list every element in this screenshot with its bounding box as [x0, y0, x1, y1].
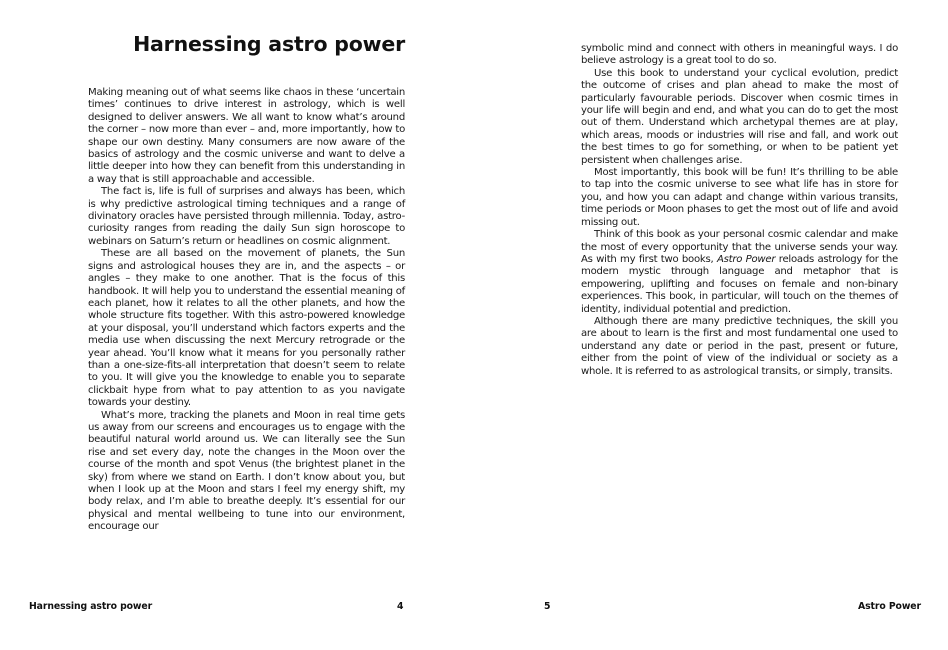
body-paragraph: These are all based on the movement of planets, the Sun signs and astrological houses they are in, and the aspects – or angles – they make to one another. That is the focus of this handbook. It will help you to understand the essential meaning of each planet, how it relates to all the other planets, and how the whole structure fits together. With this astro-powered knowledge at your disposal, you’ll understand which factors experts and the media use when discussing the next Mercury retrograde or the year ahead. You’ll know what it means for you personally rather than a one-size-fits-all interpretation that doesn’t seem to relate to you. It will give you the knowledge to enable you to separate clickbait hype from what to pay attention to as you navigate towards your destiny.	[88, 248, 405, 409]
chapter-title: Harnessing astro power	[133, 32, 405, 56]
right-body-text	[581, 43, 898, 378]
page-number: 4	[397, 601, 404, 612]
body-paragraph: Although there are many predictive techniques, the skill you are about to learn is the first and most fundamental one used to understand any date or period in the past, present or future, either from the point of view of the individual or society as a whole. It is referred to as astrological transits, or simply, transits.	[581, 315, 898, 377]
running-footer-title: Harnessing astro power	[29, 601, 153, 612]
body-paragraph: Use this book to understand your cyclical evolution, predict the outcome of crises and plan ahead to make the most of particularly favourable periods. Discover when cosmic times in your life will begin and end, and what you can do to get the most out of them. Understand which archetypal themes are at play, which areas, moods or industries will rise and fall, and work out the best times to go for something, or when to be patient yet persistent when challenges arise.	[581, 67, 898, 166]
body-paragraph: Most importantly, this book will be fun! It’s thrilling to be able to tap into the cosmic universe to see what life has in store for you, and how you can adapt and change within various transits, time periods or Moon phases to get the most out of life and avoid missing out.	[581, 167, 898, 228]
body-paragraph: What’s more, tracking the planets and Moon in real time gets us away from our screens and encourages us to engage with the beautiful natural world around us. We can literally see the Sun rise and set every day, note the changes in the Moon over the course of the month and spot Venus (the brightest planet in the sky) from where we stand on Earth. I don’t know about you, but when I look up at the Moon and stars I feel my energy shift, my body relax, and I’m able to breathe deeply. It’s essential for our physical and mental wellbeing to tune into our environment, encourage our	[88, 409, 405, 533]
body-paragraph	[581, 229, 898, 316]
right-page	[474, 0, 948, 650]
page-number: 5	[544, 601, 551, 612]
text-run: reloads astrology for the modern mystic through language and metaphor that is empowering, uplifting and focuses on female and non-binary experiences. This book, in particular, will touch on the themes of identity, individual potential and prediction.	[581, 253, 898, 315]
body-paragraph: The fact is, life is full of surprises and always has been, which is why predictive astrological timing techniques and a range of divinatory oracles have persisted through millennia. Today, astro-curiosity ranges from reading the daily Sun sign horoscope to webinars on Saturn’s return or headlines on cosmic alignment.	[88, 186, 405, 247]
body-paragraph: Making meaning out of what seems like chaos in these ‘uncertain times’ continues to drive interest in astrology, which is well designed to deliver answers. We all want to know what’s around the corner – now more than ever – and, more importantly, how to shape our own destiny. Many consumers are now aware of the basics of astrology and the cosmic universe and want to delve a little deeper into how they can benefit from this understanding in a way that is still approachable and accessible.	[88, 87, 405, 185]
text-run: Think of this book as your personal cosmic calendar and make the most of every opportunity that the universe sends your way. As with my first two books,	[581, 229, 898, 265]
book-title-italic: Astro Power	[716, 253, 776, 265]
body-paragraph-continued: symbolic mind and connect with others in meaningful ways. I do believe astrology is a great tool to do so.	[581, 43, 898, 67]
running-footer-title: Astro Power	[858, 601, 921, 612]
left-body-text	[88, 87, 405, 534]
